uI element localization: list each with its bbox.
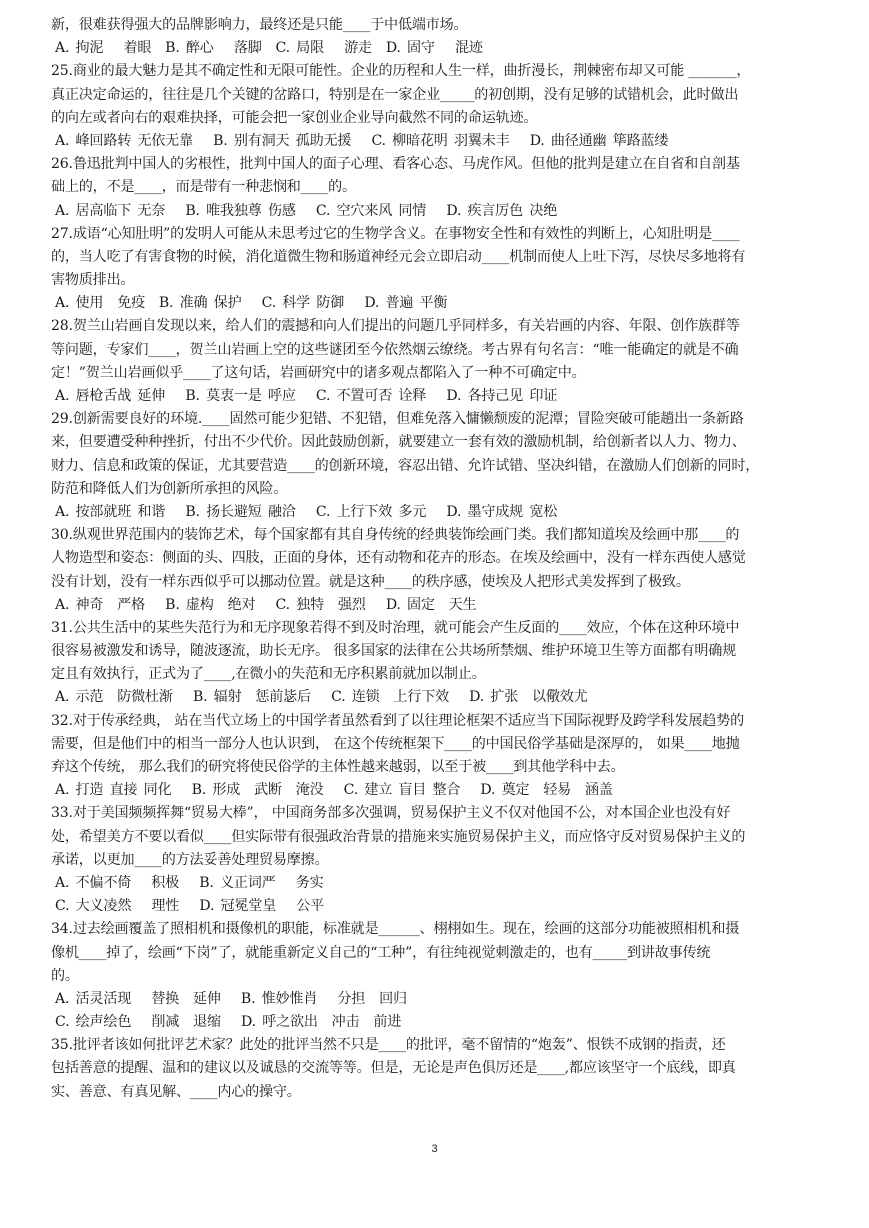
- text-line: 的，当人吃了有害食物的时候，消化道微生物和肠道神经元会立即启动____机制而使人上吐下泻，尽快尽多地将有: [51, 248, 746, 265]
- options-line: A. 居高临下 无奈 B. 唯我独尊 伤感 C. 空穴来风 同情 D. 疾言厉色 决绝: [55, 202, 558, 219]
- options-line: A. 按部就班 和谐 B. 扬长避短 融洽 C. 上行下效 多元 D. 墨守成规 宽松: [55, 503, 558, 520]
- options-line: A. 唇枪舌战 延伸 B. 莫衷一是 呼应 C. 不置可否 诠释 D. 各持己见 印证: [55, 388, 558, 404]
- text-line: 实、善意、有真见解、____内心的操守。: [51, 1083, 301, 1100]
- text-line: 人物造型和姿态：侧面的头、四肢，正面的身体，还有动物和花卉的形态。在埃及绘画中，没有一样东西使人感觉: [51, 550, 746, 567]
- options-line: A. 不偏不倚 积极 B. 义正词严 务实: [55, 874, 324, 891]
- text-line: 像机____掉了，绘画“下岗”了，就能重新定义自己的“工种”，有往纯视觉刺激走的，也有_____到讲故事传统: [51, 944, 711, 961]
- text-line: 来，但要遭受种种挫折，付出不少代价。因此鼓励创新，就要建立一套有效的激励机制，给创新者以人力、物力、: [51, 434, 746, 451]
- text-line: 没有计划，没有一样东西似乎可以挪动位置。就是这种____的秩序感，使埃及人把形式美发挥到了极致。: [51, 573, 690, 590]
- text-line: 害物质排出。: [51, 272, 135, 289]
- options-line: A. 拘泥 着眼 B. 醉心 落脚 C. 局限 游走 D. 固守 混迹: [55, 40, 483, 57]
- question-28-line: 28.贺兰山岩画自发现以来，给人们的震撼和向人们提出的问题几乎同样多，有关岩画的内容、年限、创作族群等: [51, 318, 740, 335]
- question-30-line: 30.纵观世界范围内的装饰艺术，每个国家都有其自身传统的经典装饰绘画门类。我们都知道埃及绘画中那____的: [51, 527, 740, 544]
- options-line: C. 大义凌然 理性 D. 冠冕堂皇 公平: [55, 898, 325, 915]
- options-line: A. 活灵活现 替换 延伸 B. 惟妙惟肖 分担 回归: [55, 990, 407, 1007]
- text-line: 财力、信息和政策的保证，尤其要营造____的创新环境，容忍出错、允许试错、坚决纠错，在激励人们创新的同时，: [51, 457, 760, 474]
- text-line: 真正决定命运的，往往是几个关键的岔路口，特别是在一家企业_____的初创期，没有足够的试错机会，此时做出: [51, 86, 739, 103]
- options-line: A. 使用 免疫 B. 准确 保护 C. 科学 防御 D. 普遍 平衡: [55, 295, 448, 312]
- document-body: [51, 14, 821, 1104]
- question-29-line: 29.创新需要良好的环境.____固然可能少犯错、不犯错，但难免落入慵懒颓废的泥潭；冒险突破可能趟出一条新路: [51, 411, 744, 428]
- question-34-line: 34.过去绘画覆盖了照相机和摄像机的职能，标准就是______、栩栩如生。现在，绘画的这部分功能被照相机和摄: [51, 921, 740, 938]
- question-35-line: 35.批评者该如何批评艺术家？此处的批评当然不只是____的批评，毫不留情的“炮轰”、恨铁不成钢的指责，还: [51, 1037, 726, 1054]
- text-line: 新，很难获得强大的品牌影响力，最终还是只能____于中低端市场。: [51, 17, 468, 33]
- options-line: A. 峰回路转 无依无靠 B. 别有洞天 孤助无援 C. 柳暗花明 羽翼未丰 D. 曲径通幽 筚路蓝缕: [55, 132, 669, 149]
- question-33-line: 33.对于美国频频挥舞“贸易大棒”， 中国商务部多次强调，贸易保护主义不仅对他国不公，对本国企业也没有好: [51, 805, 731, 822]
- page-number: 3: [431, 1143, 438, 1155]
- text-line: 的。: [51, 967, 79, 984]
- text-line: 定且有效执行，正式为了____,在微小的失范和无序积累前就加以制止。: [51, 666, 486, 683]
- text-line: 处，希望美方不要以看似____但实际带有很强政治背景的措施来实施贸易保护主义，而应恪守反对贸易保护主义的: [51, 828, 746, 845]
- text-line: 的向左或者向右的艰难抉择，可能会把一家创业企业导向截然不同的命运轨迹。: [51, 109, 538, 126]
- text-line: 础上的，不是____，而是带有一种悲悯和____的。: [51, 179, 356, 196]
- options-line: A. 打造 直接 同化 B. 形成 武断 淹没 C. 建立 盲目 整合 D. 奠定 轻易 涵盖: [55, 782, 613, 799]
- text-line: 弃这个传统， 那么我们的研究将使民俗学的主体性越来越弱，以至于被____到其他学科中去。: [51, 759, 625, 775]
- question-31-line: 31.公共生活中的某些失范行为和无序现象若得不到及时治理，就可能会产生反面的____效应，个体在这种环境中: [51, 619, 740, 636]
- question-26-line: 26.鲁迅批判中国人的劣根性，批判中国人的面子心理、看客心态、马虎作风。但他的批判是建立在自省和自剖基: [51, 156, 740, 173]
- text-line: 承诺，以更加____的方法妥善处理贸易摩擦。: [51, 851, 329, 868]
- text-line: 需要，但是他们中的相当一部分人也认识到， 在这个传统框架下____的中国民俗学基础是深厚的， 如果____地抛: [51, 735, 740, 752]
- text-line: 包括善意的提醒、温和的建议以及诚恳的交流等等。但是，无论是声色俱厉还是____,都应该坚守一个底线，即真: [51, 1060, 736, 1077]
- text-line: 防范和降低人们为创新所承担的风险。: [51, 480, 288, 497]
- options-line: A. 示范 防微杜渐 B. 辐射 惩前毖后 C. 连锁 上行下效 D. 扩张 以儆效尤: [55, 689, 588, 706]
- text-line: 等问题，专家们____，贺兰山岩画上空的这些谜团至今依然烟云缭绕。考古界有句名言：“唯一能确定的就是不确: [51, 341, 739, 358]
- question-32-line: 32.对于传承经典， 站在当代立场上的中国学者虽然看到了以往理论框架不适应当下国际视野及跨学科发展趋势的: [51, 712, 744, 729]
- question-27-line: 27.成语“心知肚明”的发明人可能从未思考过它的生物学含义。在事物安全性和有效性的判断上，心知肚明是____: [51, 225, 740, 242]
- question-25-line: 25.商业的最大魅力是其不确定性和无限可能性。企业的历程和人生一样，曲折漫长，荆棘密布却又可能 _______，: [51, 63, 751, 80]
- text-line: 很容易被激发和诱导，随波逐流，助长无序。 很多国家的法律在公共场所禁烟、维护环境卫生等方面都有明确规: [51, 643, 737, 660]
- text-line: 定！”贺兰山岩画似乎____了这句话，岩画研究中的诸多观点都陷入了一种不可确定中。: [51, 364, 586, 381]
- options-line: A. 神奇 严格 B. 虚构 绝对 C. 独特 强烈 D. 固定 天生: [55, 596, 477, 613]
- options-line: C. 绘声绘色 削减 退缩 D. 呼之欲出 冲击 前进: [55, 1014, 402, 1031]
